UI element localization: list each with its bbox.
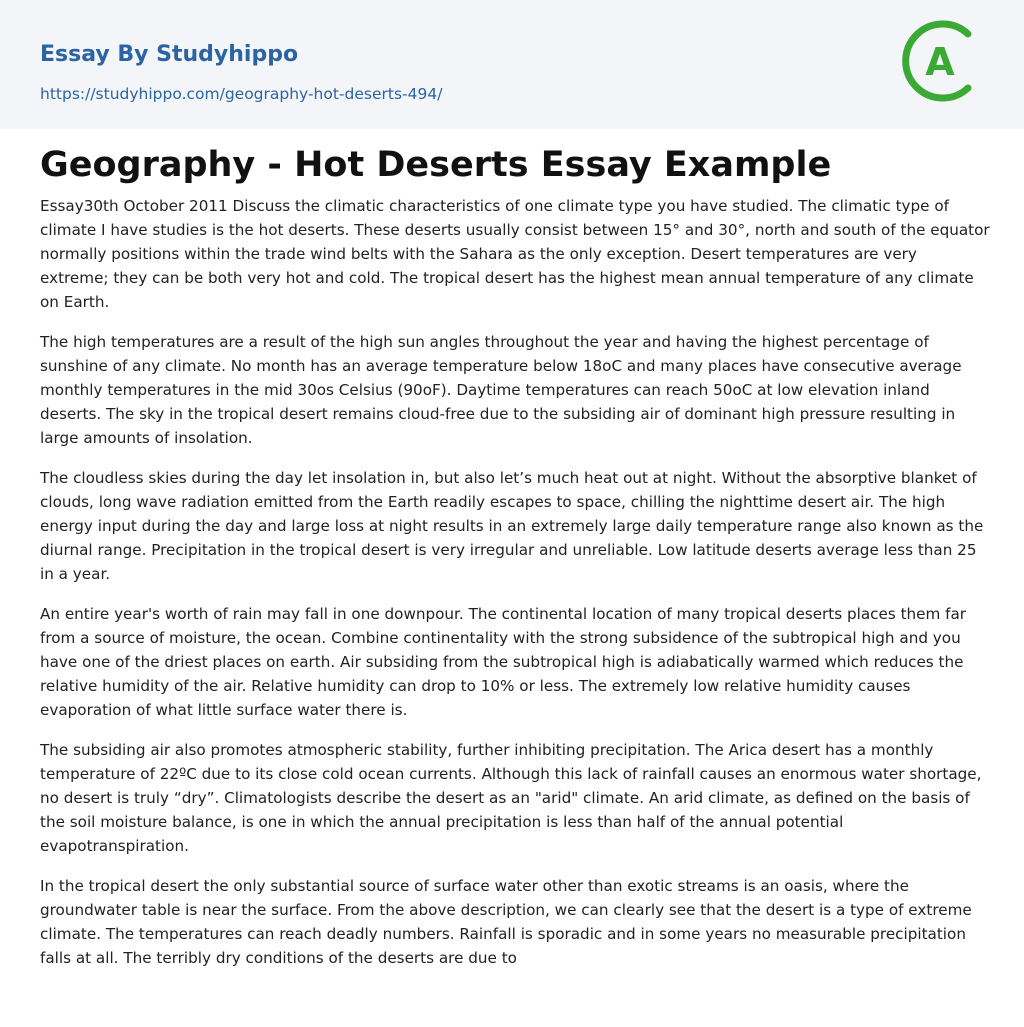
paragraph: In the tropical desert the only substantial source of surface water other than exotic streams is an oasis, where the groundwater table is near the surface. From the above description, we can clearly see that the desert is a type of extreme climate. The temperatures can reach deadly numbers. Rainfall is sporadic and in some years no measurable precipitation falls at all. The terribly dry conditions of the deserts are due to	[40, 877, 972, 967]
brand-title[interactable]: Essay By Studyhippo	[40, 42, 299, 67]
paragraph: The high temperatures are a result of the high sun angles throughout the year and having the highest percentage of sunshine of any climate. No month has an average temperature below 18oC and many places have consecutive average monthly temperatures in the mid 30os Celsius (90oF). Daytime temperatures can reach 50oC at low elevation inland deserts. The sky in the tropical desert remains cloud-free due to the subsiding air of dominant high pressure resulting in large amounts of insolation.	[40, 333, 962, 447]
paragraph: Essay30th October 2011 Discuss the climatic characteristics of one climate type you have studied. The climatic type of climate I have studies is the hot deserts. These deserts usually consist between 15° and 30°, north and south of the equator normally positions within the trade wind belts with the Sahara as the only exception. Desert temperatures are very extreme; they can be both very hot and cold. The tropical desert has the highest mean annual temperature of any climate on Earth.	[40, 197, 990, 311]
essay-body	[40, 194, 990, 986]
studyhippo-logo-icon[interactable]	[902, 18, 988, 104]
site-header	[0, 0, 1024, 129]
logo-letter: A	[925, 40, 955, 84]
page-title: Geography - Hot Deserts Essay Example	[40, 145, 832, 185]
source-url-link[interactable]: https://studyhippo.com/geography-hot-deserts-494/	[40, 85, 443, 103]
paragraph: The cloudless skies during the day let insolation in, but also let’s much heat out at night. Without the absorptive blanket of clouds, long wave radiation emitted from the Earth readily escapes to space, chilling the nighttime desert air. The high energy input during the day and large loss at night results in an extremely large daily temperature range also known as the diurnal range. Precipitation in the tropical desert is very irregular and unreliable. Low latitude deserts average less than 25 in a year.	[40, 469, 984, 583]
paragraph: The subsiding air also promotes atmospheric stability, further inhibiting precipitation. The Arica desert has a monthly temperature of 22ºC due to its close cold ocean currents. Although this lack of rainfall causes an enormous water shortage, no desert is truly “dry”. Climatologists describe the desert as an "arid" climate. An arid climate, as defined on the basis of the soil moisture balance, is one in which the annual precipitation is less than half of the annual potential evapotranspiration.	[40, 741, 982, 855]
paragraph: An entire year's worth of rain may fall in one downpour. The continental location of many tropical deserts places them far from a source of moisture, the ocean. Combine continentality with the strong subsidence of the subtropical high and you have one of the driest places on earth. Air subsiding from the subtropical high is adiabatically warmed which reduces the relative humidity of the air. Relative humidity can drop to 10% or less. The extremely low relative humidity causes evaporation of what little surface water there is.	[40, 605, 967, 719]
